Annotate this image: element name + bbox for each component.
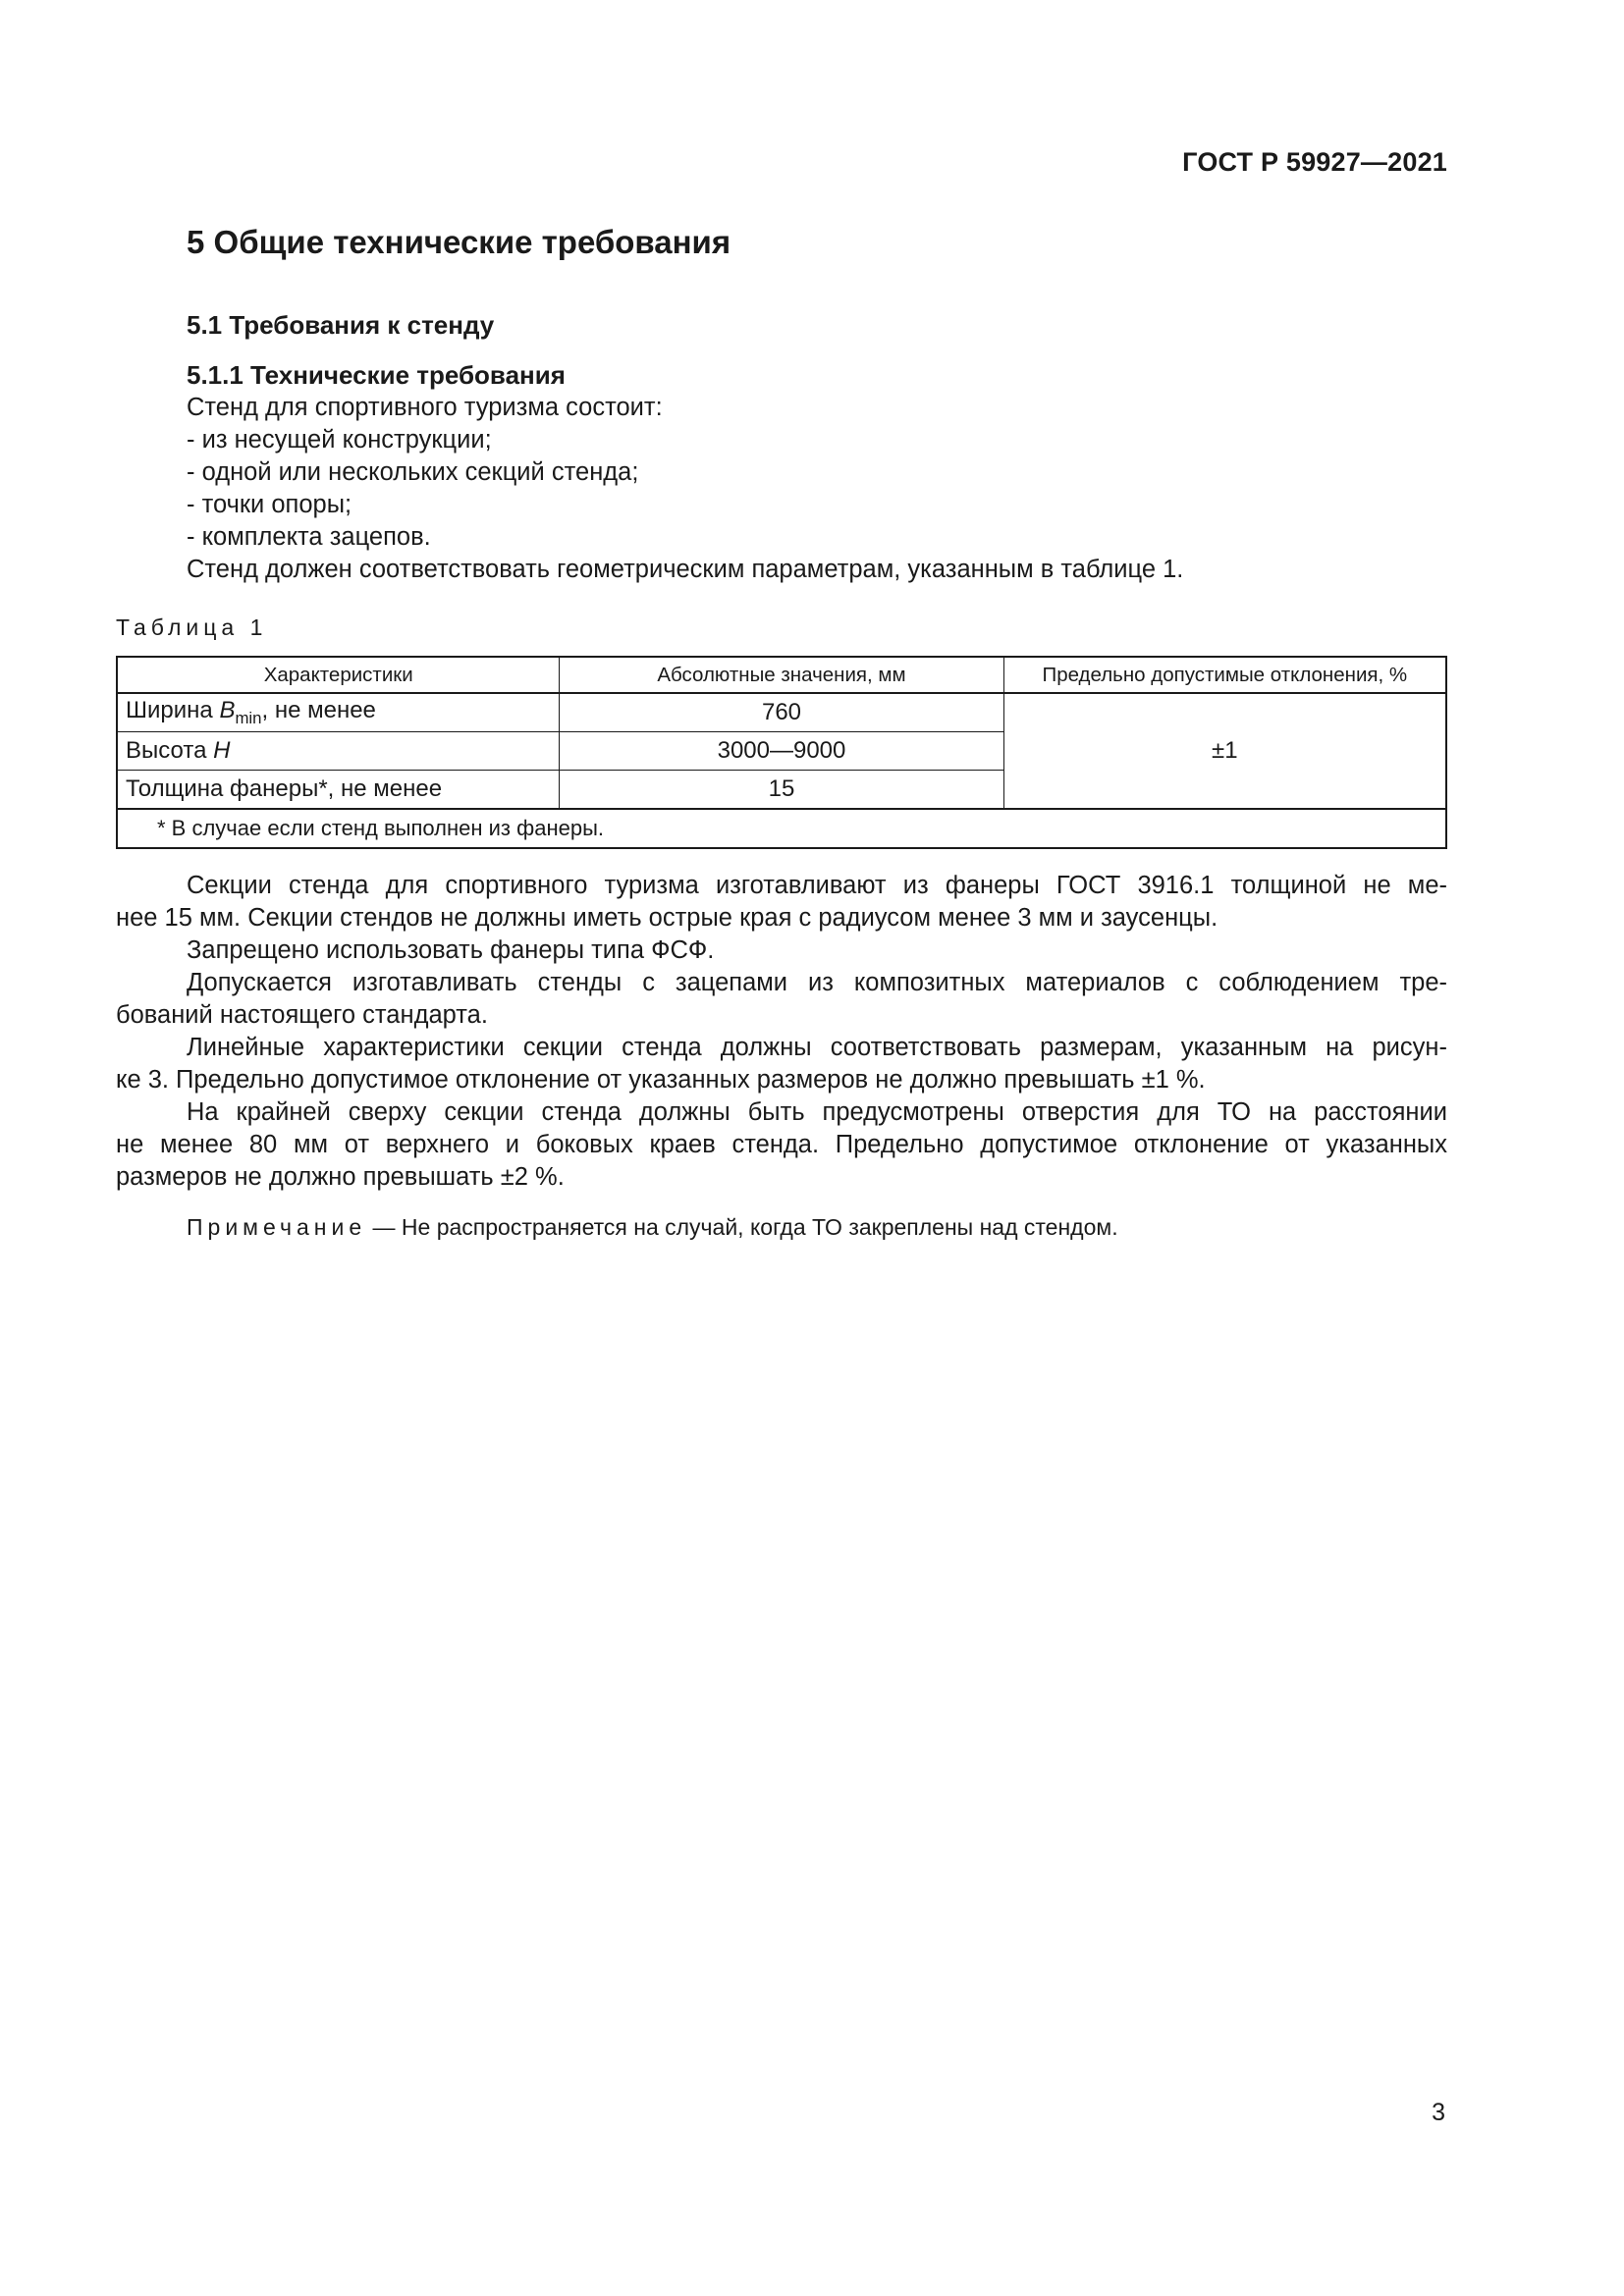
paragraph-line: Запрещено использовать фанеры типа ФСФ. [187,936,715,964]
paragraph-line: размеров не должно превышать ±2 %. [116,1163,565,1191]
column-header: Характеристики [117,657,560,693]
label-text: Высота [126,737,214,764]
table-cell-characteristic [117,693,560,732]
intro-list-item: - из несущей конструкции; [187,426,492,454]
intro-line: Стенд должен соответствовать геометрическим параметрам, указанным в таблице 1. [187,556,1184,583]
table-cell-value: 760 [560,693,1003,732]
paragraph-line: не менее 80 мм от верхнего и боковых краев стенда. Предельно допустимое отклонение от указанных [116,1131,1447,1158]
section-title: 5 Общие технические требования [187,224,731,260]
table-container [116,656,1447,849]
label-text: Ширина [126,697,220,724]
intro-line: Стенд для спортивного туризма состоит: [187,394,663,421]
table-footnote: * В случае если стенд выполнен из фанеры. [117,809,1446,848]
paragraph-line: ке 3. Предельно допустимое отклонение от указанных размеров не должно превышать ±1 %. [116,1066,1206,1094]
table-cell-characteristic [117,732,560,771]
variable-subscript: min [235,708,262,727]
document-id: ГОСТ Р 59927—2021 [1182,147,1447,177]
subsection-title: 5.1 Требования к стенду [187,310,495,340]
table-cell-tolerance: ±1 [1003,693,1446,809]
intro-block [187,359,1453,586]
table-header-row [117,657,1446,693]
column-header: Предельно допустимые отклонения, % [1003,657,1446,693]
paragraph-line: бований настоящего стандарта. [116,1001,488,1029]
table-footnote-row [117,809,1446,848]
label-text: , не менее [261,697,376,724]
body-text [116,870,1447,1194]
page-number: 3 [1432,2099,1445,2126]
intro-list-item: - комплекта зацепов. [187,523,431,551]
paragraph-line: нее 15 мм. Секции стендов не должны иметь острые края с радиусом менее 3 мм и заусенцы. [116,904,1218,932]
table-cell-value: 15 [560,771,1003,810]
note-text: — Не распространяется на случай, когда ТО закреплены над стендом. [366,1214,1118,1240]
paragraph-line: Допускается изготавливать стенды с зацепами из композитных материалов с соблюдением тре- [187,969,1447,996]
intro-list-item: - одной или нескольких секций стенда; [187,458,639,486]
table-caption: Таблица 1 [116,614,268,640]
note [187,1214,1118,1241]
table-row [117,693,1446,732]
variable-symbol: B [219,697,236,724]
paragraph-line: Секции стенда для спортивного туризма изготавливают из фанеры ГОСТ 3916.1 толщиной не ме- [187,872,1447,899]
clause-title: 5.1.1 Технические требования [187,360,566,390]
table-cell-value: 3000—9000 [560,732,1003,771]
table-cell-characteristic: Толщина фанеры*, не менее [117,771,560,810]
variable-symbol: H [213,737,231,764]
parameters-table [116,656,1447,849]
paragraph-line: На крайней сверху секции стенда должны быть предусмотрены отверстия для ТО на расстоянии [187,1098,1447,1126]
note-label: Примечание [187,1214,367,1240]
column-header: Абсолютные значения, мм [560,657,1003,693]
intro-list-item: - точки опоры; [187,491,352,518]
paragraph-line: Линейные характеристики секции стенда должны соответствовать размерам, указанным на рисун- [187,1034,1447,1061]
